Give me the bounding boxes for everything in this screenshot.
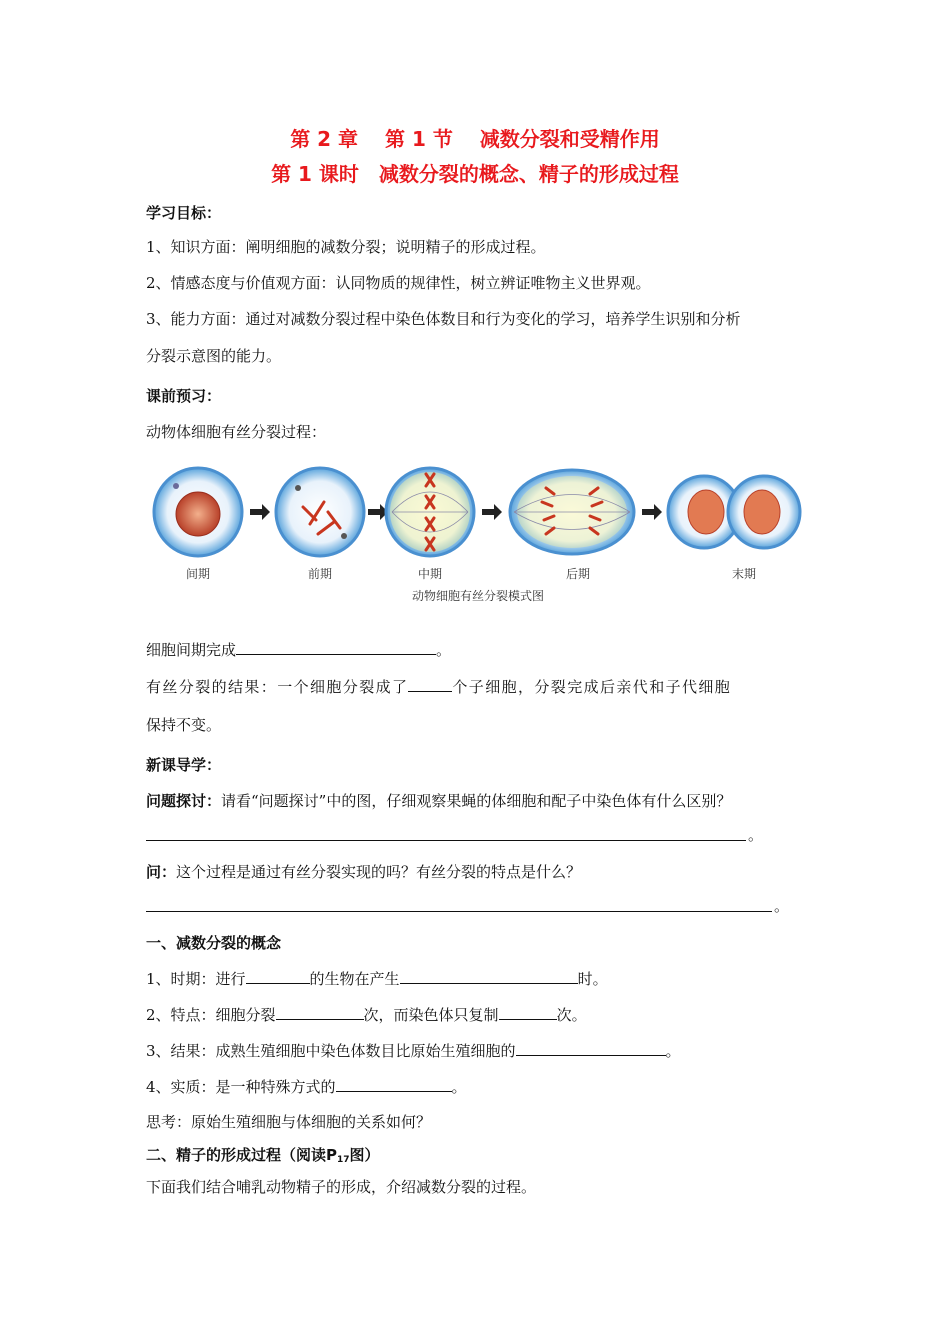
concept-feature-text2: 次，而染色体只复制 <box>363 1006 499 1024</box>
concept-result-end: 。 <box>665 1042 681 1060</box>
preview-intro: 动物体细胞有丝分裂过程： <box>146 423 327 441</box>
section1-heading: 一、减数分裂的概念 <box>146 934 282 952</box>
telophase-cell <box>668 476 800 548</box>
question-interphase <box>146 639 451 660</box>
section2-heading-text: 二、精子的形成过程（阅读P <box>146 1146 337 1164</box>
objective-1: 1、知识方面：阐明细胞的减数分裂；说明精子的形成过程。 <box>146 238 546 256</box>
answer-blank[interactable] <box>246 968 310 984</box>
lesson-title: 第 1 课时 减数分裂的概念、精子的形成过程 <box>271 162 679 186</box>
problem-discussion-label: 问题探讨： <box>146 792 222 810</box>
concept-period-text3: 时。 <box>577 970 608 988</box>
stage-label-metaphase: 中期 <box>417 567 443 581</box>
answer-blank[interactable] <box>236 639 436 655</box>
answer-blank[interactable] <box>499 1004 557 1020</box>
question-interphase-text: 细胞间期完成 <box>146 641 237 659</box>
concept-feature-text3: 次。 <box>556 1006 587 1024</box>
section2-intro: 下面我们结合哺乳动物精子的形成，介绍减数分裂的过程。 <box>146 1178 537 1196</box>
objective-3: 3、能力方面：通过对减数分裂过程中染色体数目和行为变化的学习，培养学生识别和分析 <box>146 310 741 328</box>
concept-essence-text: 4、实质：是一种特殊方式的 <box>146 1078 336 1096</box>
section2-heading-end: 图） <box>349 1146 380 1164</box>
objective-2: 2、情感态度与价值观方面：认同物质的规律性，树立辨证唯物主义世界观。 <box>146 274 651 292</box>
section2-heading-page: 17 <box>337 1155 350 1165</box>
metaphase-cell <box>386 468 474 556</box>
stage-label-telophase: 末期 <box>731 567 757 581</box>
new-lesson-heading: 新课导学： <box>146 756 222 774</box>
concept-feature <box>146 1004 587 1025</box>
concept-essence <box>146 1076 467 1097</box>
problem-discussion <box>146 790 731 811</box>
answer-line-period: 。 <box>774 897 790 915</box>
answer-line[interactable] <box>146 911 772 912</box>
answer-line[interactable] <box>146 840 746 841</box>
answer-blank[interactable] <box>336 1076 452 1092</box>
stage-label-interphase: 间期 <box>185 567 211 581</box>
question-ask-label: 问： <box>146 863 177 881</box>
question-mitosis-result-line2: 保持不变。 <box>146 716 222 734</box>
question-mitosis-result-cont: 个子细胞，分裂完成后亲代和子代细胞 <box>452 678 732 696</box>
arrow-icon <box>250 504 270 520</box>
question-mitosis-result <box>146 676 731 697</box>
answer-blank[interactable] <box>408 676 452 692</box>
concept-result-text: 3、结果：成熟生殖细胞中染色体数目比原始生殖细胞的 <box>146 1042 516 1060</box>
concept-period <box>146 968 608 989</box>
arrow-icon <box>482 504 502 520</box>
stage-label-prophase: 前期 <box>307 567 333 581</box>
problem-discussion-text: 请看“问题探讨”中的图，仔细观察果蝇的体细胞和配子中染色体有什么区别？ <box>221 792 732 810</box>
concept-essence-end: 。 <box>451 1078 467 1096</box>
answer-blank[interactable] <box>516 1040 666 1056</box>
concept-period-text: 1、时期：进行 <box>146 970 246 988</box>
concept-feature-text: 2、特点：细胞分裂 <box>146 1006 276 1024</box>
stage-label-anaphase: 后期 <box>565 567 591 581</box>
anaphase-cell <box>510 470 634 554</box>
interphase-cell <box>154 468 242 556</box>
question-mitosis-result-text: 有丝分裂的结果：一个细胞分裂成了 <box>146 678 409 696</box>
mitosis-diagram <box>148 462 808 612</box>
think-question: 思考：原始生殖细胞与体细胞的关系如何？ <box>146 1113 432 1131</box>
objective-3-cont: 分裂示意图的能力。 <box>146 347 282 365</box>
answer-blank[interactable] <box>276 1004 364 1020</box>
prophase-cell <box>276 468 364 556</box>
question-interphase-end: 。 <box>436 641 452 659</box>
answer-blank[interactable] <box>400 968 578 984</box>
concept-period-text2: 的生物在产生 <box>309 970 400 988</box>
concept-result <box>146 1040 681 1061</box>
arrow-icon <box>642 504 662 520</box>
answer-line-period: 。 <box>748 826 764 844</box>
section2-heading <box>146 1144 380 1165</box>
objectives-heading: 学习目标： <box>146 204 222 222</box>
question-ask <box>146 861 581 882</box>
preview-heading: 课前预习： <box>146 387 222 405</box>
chapter-title: 第 2 章 第 1 节 减数分裂和受精作用 <box>290 127 660 151</box>
question-ask-text: 这个过程是通过有丝分裂实现的吗？有丝分裂的特点是什么？ <box>176 863 582 881</box>
figure-caption: 动物细胞有丝分裂模式图 <box>411 589 545 603</box>
